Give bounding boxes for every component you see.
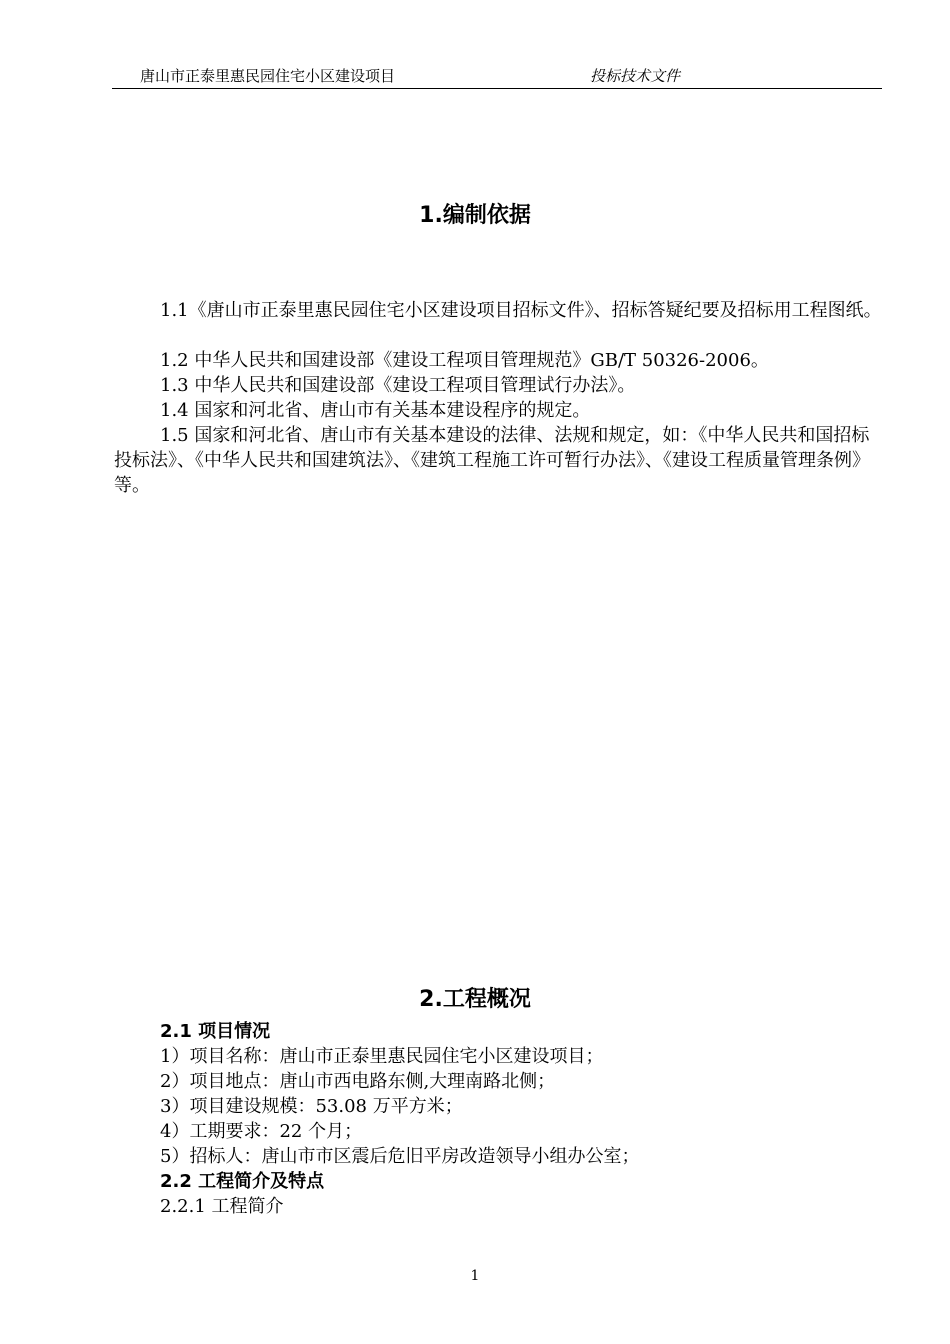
project-info-item-2: 2）项目地点：唐山市西电路东侧,大理南路北侧；: [160, 1071, 556, 1092]
basis-item-4: 1.4 国家和河北省、唐山市有关基本建设程序的规定。: [160, 400, 591, 421]
basis-item-5: 1.5 国家和河北省、唐山市有关基本建设的法律、法规和规定，如：《中华人民共和国招标投标法》、《中华人民共和国建筑法》、《建筑工程施工许可暂行办法》、《建设工程质量管理条例》等。: [114, 425, 870, 496]
project-info-item-5: 5）招标人：唐山市市区震后危旧平房改造领导小组办公室；: [160, 1146, 640, 1167]
subsection-project-info-title: 2.1 项目情况: [160, 1021, 271, 1042]
project-info-item-3: 3）项目建设规模：53.08 万平方米；: [160, 1096, 463, 1117]
subsection-overview-title: 2.2 工程简介及特点: [160, 1171, 325, 1192]
basis-item-2: 1.2 中华人民共和国建设部《建设工程项目管理规范》GB/T 50326-2006。: [160, 350, 769, 371]
project-info-item-1: 1）项目名称：唐山市正泰里惠民园住宅小区建设项目；: [160, 1046, 604, 1067]
basis-item-1: 1.1《唐山市正泰里惠民园住宅小区建设项目招标文件》、招标答疑纪要及招标用工程图纸。: [160, 300, 882, 321]
page-number: 1: [470, 1268, 480, 1284]
page-header: [112, 66, 882, 89]
section1-title: 1.编制依据: [419, 203, 531, 228]
subsection-overview-intro: 2.2.1 工程简介: [160, 1196, 284, 1217]
header-project-name: 唐山市正泰里惠民园住宅小区建设项目: [140, 67, 396, 85]
project-info-item-4: 4）工期要求：22 个月；: [160, 1121, 363, 1142]
basis-item-3: 1.3 中华人民共和国建设部《建设工程项目管理试行办法》。: [160, 375, 636, 396]
section2-title: 2.工程概况: [419, 987, 531, 1012]
header-document-type: 投标技术文件: [590, 67, 681, 85]
